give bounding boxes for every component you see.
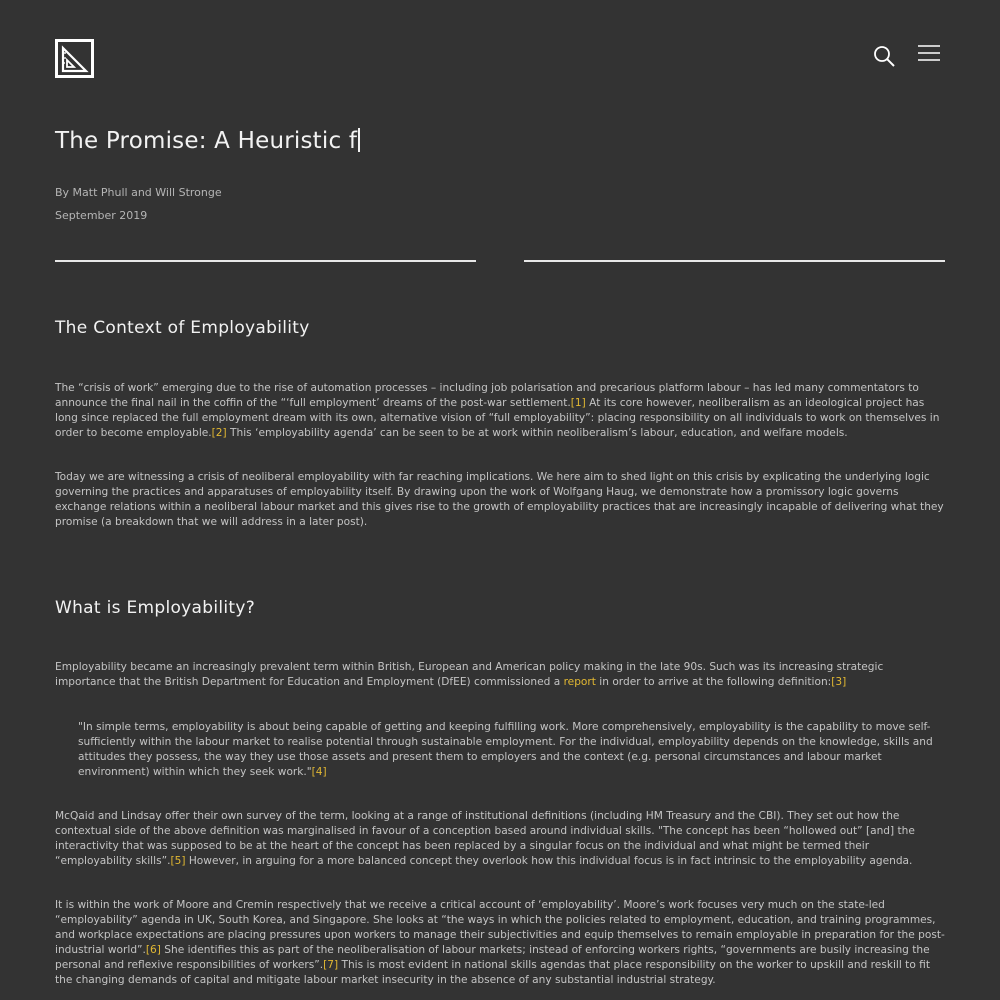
divider-right [524, 260, 945, 262]
section-heading-context: The Context of Employability [55, 318, 310, 338]
paragraph-text: Employability became an increasingly prevalent term within British, European and American policy making in the late 90s. Such was its increasing strategic importance that the British Department for Education and Employment (DfEE) commissioned a [55, 661, 884, 688]
footnote-link-6[interactable]: [6] [145, 944, 161, 956]
footnote-link-5[interactable]: [5] [170, 855, 186, 867]
paragraph-text: Today we are witnessing a crisis of neoliberal employability with far reaching implications. We here aim to shed light on this crisis by explicating the underlying logic governing the practices and apparatuses of employability itself. By drawing upon the work of Wolfgang Haug, we demonstrate how a promissory logic governs exchange relations within a neoliberal labour market and this gives rise to the growth of employability practices that are increasingly incapable of delivering what they promise (a breakdown that we will address in a later post). [55, 471, 944, 528]
paragraph-text: This is most evident in national skills agendas that place responsibility on the worker to upskill and reskill to fit the changing demands of capital and mitigate labour market insecurity in the absence of any substantial industrial strategy. [55, 959, 930, 986]
paragraph [55, 898, 947, 988]
article-date: September 2019 [55, 209, 148, 222]
paragraph-text: McQaid and Lindsay offer their own survey of the term, looking at a range of institutional definitions (including HM Treasury and the CBI). They set out how the contextual side of the above definition was marginalised in favour of a conception based around individual skills. "The concept has been “hollowed out” [and] the interactivity that was supposed to be at the heart of the concept has been replaced by a singular focus on the individual and what might be termed their “employability skills”. [55, 810, 915, 867]
text-cursor [358, 128, 360, 152]
paragraph-text: in order to arrive at the following definition: [595, 676, 832, 688]
article-byline: By Matt Phull and Will Stronge [55, 186, 222, 199]
footnote-link-1[interactable]: [1] [570, 397, 586, 409]
paragraph-text: It is within the work of Moore and Cremin respectively that we receive a critical account of ‘employability’. Moore’s work focuses very much on the state-led “employability” agenda in UK, South Korea, and Singapore. She looks at “the ways in which the policies related to employment, education, and training programmes, and workplace expectations are placing pressures upon workers to manage their subjectivities and equip themselves to remain employable in preparation for the post-industrial world”. [55, 899, 945, 956]
paragraph-text: She identifies this as part of the neoliberalisation of labour markets; instead of enforcing workers rights, “governments are busily increasing the personal and reflexive responsibilities of workers”. [55, 944, 930, 971]
divider-left [55, 260, 476, 262]
article-title-text: The Promise: A Heuristic f [55, 128, 358, 154]
paragraph-text: The “crisis of work” emerging due to the rise of automation processes – including job polarisation and precarious platform labour – has led many commentators to announce the final nail in the coffin of the “‘full employment’ dreams of the post-war settlement. [55, 382, 919, 409]
paragraph-text: However, in arguing for a more balanced concept they overlook how this individual focus is in fact intrinsic to the employability agenda. [185, 855, 913, 867]
blockquote [78, 720, 947, 780]
article-title [55, 128, 360, 154]
quote-text: "In simple terms, employability is about being capable of getting and keeping fulfilling work. More comprehensively, employability is the capability to move self-sufficiently within the labour market to realise potential through sustainable employment. For the individual, employability depends on the knowledge, skills and attitudes they possess, the way they use those assets and present them to employers and the context (e.g. personal circumstances and labour market environment) within which they seek work." [78, 721, 933, 778]
footnote-link-2[interactable]: [2] [211, 427, 227, 439]
paragraph [55, 381, 947, 441]
paragraph-text: This ‘employability agenda’ can be seen to be at work within neoliberalism’s labour, education, and welfare models. [226, 427, 848, 439]
section-heading-what-is-employability: What is Employability? [55, 598, 256, 618]
paragraph [55, 470, 947, 530]
paragraph [55, 660, 947, 690]
search-icon[interactable] [872, 44, 896, 68]
report-link[interactable]: report [563, 676, 596, 688]
footnote-link-4[interactable]: [4] [311, 766, 327, 778]
paragraph-text: At its core however, neoliberalism as an ideological project has long since replaced the full employment dream with its own, alternative vision of “full employability”: placing responsibility on all individuals to work on themselves in order to become employable. [55, 397, 940, 439]
footnote-link-3[interactable]: [3] [831, 676, 847, 688]
footnote-link-7[interactable]: [7] [323, 959, 339, 971]
hamburger-menu-icon[interactable] [918, 44, 940, 62]
logo-icon[interactable] [55, 39, 94, 78]
paragraph [55, 809, 947, 869]
